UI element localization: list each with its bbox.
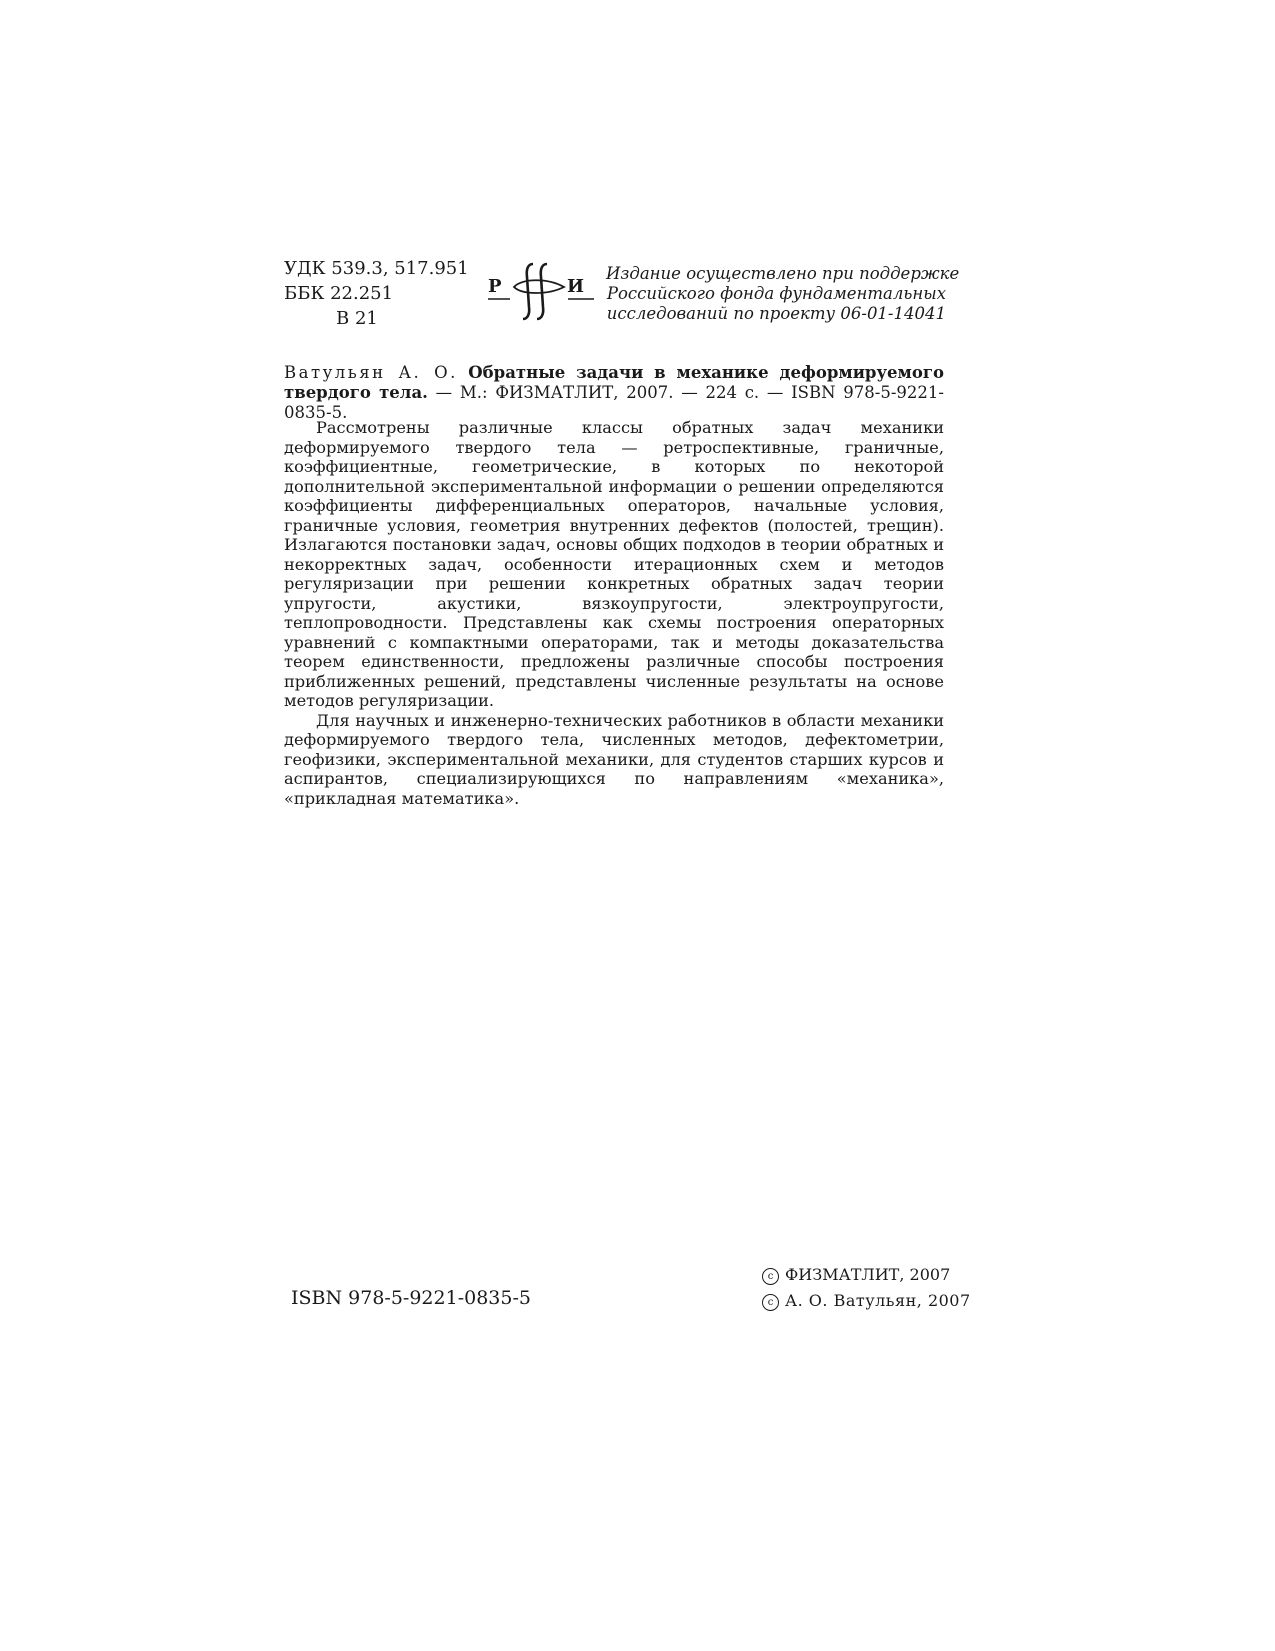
citation-details: — М.: ФИЗМАТЛИТ, 2007. — 224 с. — ISBN 978-5-9221-0835-5. <box>284 383 944 422</box>
copyright-publisher-line <box>762 1262 971 1288</box>
citation-author: Ватульян А. О. <box>284 363 458 382</box>
rffi-logo-icon <box>488 262 596 322</box>
isbn-number: ISBN 978-5-9221-0835-5 <box>291 1287 531 1309</box>
logo-letter-left: Р <box>488 276 502 297</box>
copyright-icon: c <box>762 1268 779 1285</box>
abstract-paragraph: Для научных и инженерно-технических работников в области механики деформируемого твердого тела, численных методов, дефектометрии, геофизики, экспериментальной механики, для студентов старших курсов и аспирантов, специализирующихся по направлениям «механика», «прикладная математика». <box>284 710 944 808</box>
abstract <box>284 418 944 808</box>
copyright-block <box>762 1262 971 1314</box>
citation-title: Обратные задачи в механике деформируемого твердого тела. <box>284 363 944 402</box>
author-mark: В 21 <box>336 308 378 329</box>
copyright-author: А. О. Ватульян, 2007 <box>785 1291 971 1310</box>
udk-code: УДК 539.3, 517.951 <box>284 258 469 279</box>
support-note-line: Издание осуществлено при поддержке <box>606 264 960 283</box>
logo-letter-right: И <box>567 276 585 297</box>
copyright-publisher: ФИЗМАТЛИТ, 2007 <box>785 1265 951 1284</box>
abstract-paragraph: Рассмотрены различные классы обратных задач механики деформируемого твердого тела — ретроспективные, граничные, коэффициентные, геометрические, в которых по некоторой дополнительной экспериментальной информации о решении определяются коэффициенты дифференциальных операторов, начальные условия, граничные условия, геометрия внутренних дефектов (полостей, трещин). Излагаются постановки задач, основы общих подходов в теории обратных и некорректных задач, особенности итерационных схем и методов регуляризации при решении конкретных обратных задач теории упругости, акустики, вязкоупругости, электроупругости, теплопроводности. Представлены как схемы построения операторных уравнений с компактными операторами, так и методы доказательства теорем единственности, предложены различные способы построения приближенных решений, представлены численные результаты на основе методов регуляризации. <box>284 418 944 710</box>
bbk-code: ББК 22.251 <box>284 283 394 304</box>
copyright-author-line <box>762 1288 971 1314</box>
copyright-icon: c <box>762 1294 779 1311</box>
support-note-line: исследований по проекту 06-01-14041 <box>606 304 946 323</box>
bibliographic-citation <box>284 363 944 423</box>
support-note <box>606 264 960 324</box>
support-note-line: Российского фонда фундаментальных <box>606 284 946 303</box>
classification-block <box>284 256 469 331</box>
